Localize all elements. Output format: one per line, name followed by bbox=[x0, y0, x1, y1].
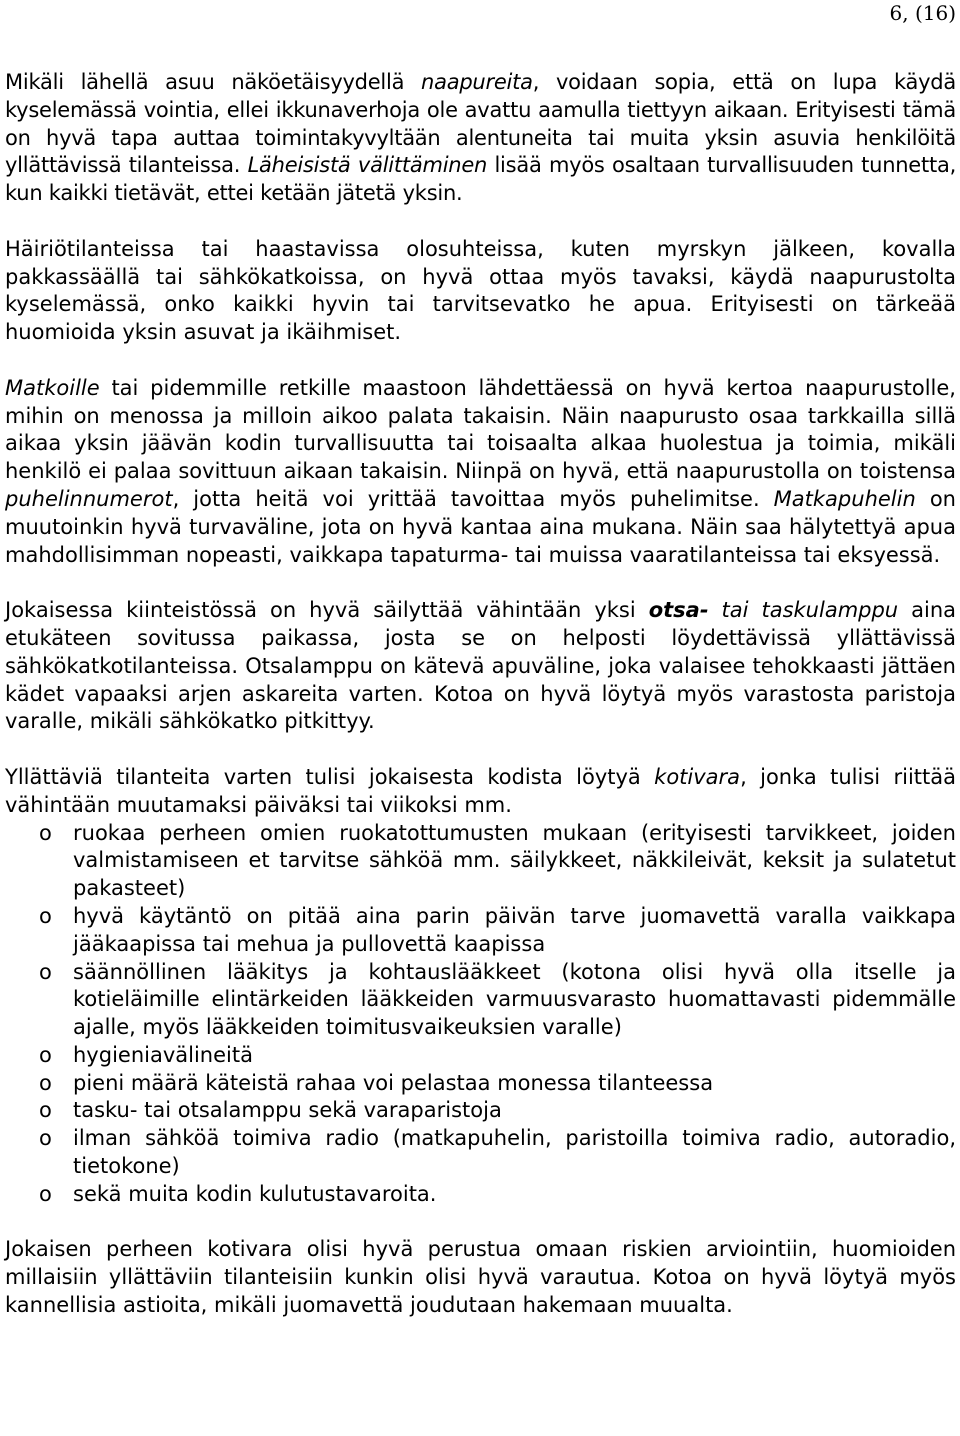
paragraph-disturbances: Häiriötilanteissa tai haastavissa olosuhteissa, kuten myrskyn jälkeen, kovalla pakkassäällä tai sähkökatkoissa, on hyvä ottaa myös tavaksi, käydä naapurustolta kyselemässä, onko kaikki hyvin tai tarvitsevatko he apua. Erityisesti on tärkeää huomioida yksin asuvat ja ikäihmiset. bbox=[5, 236, 956, 345]
document-body bbox=[5, 69, 956, 1320]
paragraph-trips: Matkoille tai pidemmille retkille maastoon lähdettäessä on hyvä kertoa naapurustolle, mihin on menossa ja milloin aikoo palata takaisin. Näin naapurusto osaa tarkkailla sillä aikaa yksin jäävän kodin turvallisuutta tai toisaalta alkaa huolestua ja toimia, mikäli henkilö ei palaa sovittuun aikaan takaisin. Niinpä on hyvä, että naapurustolla on toistensa puhelinnumerot, jotta heitä voi yrittää tavoittaa myös puhelimitse. Matkapuhelin on muutoinkin hyvä turvaväline, jota on hyvä kantaa aina mukana. Näin saa hälytettyä apua mahdollisimman nopeasti, vaikkapa tapaturma- tai muissa vaaratilanteissa tai eksyessä. bbox=[5, 375, 956, 567]
emphasis-matkoille: Matkoille bbox=[5, 375, 100, 400]
emphasis-taskulamppu: tai taskulamppu bbox=[721, 598, 899, 623]
list-item: o tasku- tai otsalamppu sekä varaparistoja bbox=[5, 1097, 956, 1125]
paragraph-home-supply: Yllättäviä tilanteita varten tulisi jokaisesta kodista löytyä kotivara, jonka tulisi riittää vähintään muutamaksi päiväksi tai viikoksi mm. bbox=[5, 764, 956, 817]
emphasis-matkapuhelin: Matkapuhelin bbox=[773, 486, 916, 511]
home-supply-list bbox=[5, 820, 956, 1209]
bullet-marker: o bbox=[39, 959, 52, 984]
list-item: o hygieniavälineitä bbox=[5, 1042, 956, 1070]
emphasis-kotivara: kotivara bbox=[654, 764, 741, 789]
paragraph-neighbors: Mikäli lähellä asuu näköetäisyydellä naapureita, voidaan sopia, että on lupa käydä kyselemässä vointia, ellei ikkunaverhoja ole avattu aamulla tiettyyn aikaan. Erityisesti tämä on hyvä tapa auttaa toimintakyvyltään alentuneita tai muita yksin asuvia henkilöitä yllättävissä tilanteissa. Läheisistä välittäminen lisää myös osaltaan turvallisuuden tunnetta, kun kaikki tietävät, ettei ketään jätetä yksin. bbox=[5, 70, 956, 206]
list-item: o sekä muita kodin kulutustavaroita. bbox=[5, 1181, 956, 1209]
bullet-marker: o bbox=[39, 1098, 52, 1123]
bullet-marker: o bbox=[39, 1126, 52, 1151]
bullet-marker: o bbox=[39, 1070, 52, 1095]
list-item: o ilman sähköä toimiva radio (matkapuhelin, paristoilla toimiva radio, autoradio, tietokone) bbox=[39, 1126, 956, 1179]
emphasis-otsa: otsa- bbox=[648, 598, 709, 623]
emphasis-naapureita: naapureita bbox=[421, 70, 533, 94]
bullet-marker: o bbox=[39, 903, 52, 928]
list-item: o säännöllinen lääkitys ja kohtauslääkkeet (kotona olisi hyvä olla itselle ja kotieläimille elintärkeiden lääkkeiden varmuusvarasto huomattavasti pidemmälle ajalle, myös lääkkeiden toimitusvaikeuksien varalle) bbox=[39, 959, 956, 1040]
list-item: o pieni määrä käteistä rahaa voi pelastaa monessa tilanteessa bbox=[5, 1070, 956, 1098]
emphasis-laheisista-valittaminen: Läheisistä välittäminen bbox=[247, 153, 488, 178]
bullet-marker: o bbox=[39, 1042, 52, 1067]
bullet-marker: o bbox=[39, 1181, 52, 1206]
list-item: o ruokaa perheen omien ruokatottumusten mukaan (erityisesti tarvikkeet, joiden valmistamiseen et tarvitse sähköä mm. säilykkeet, näkkileivät, keksit ja sulatetut pakasteet) bbox=[39, 820, 956, 901]
page-number: 6, (16) bbox=[889, 1, 956, 25]
paragraph-risk-assessment: Jokaisen perheen kotivara olisi hyvä perustua omaan riskien arviointiin, huomioiden millaisiin yllättäviin tilanteisiin kunkin olisi hyvä varautua. Kotoa on hyvä löytyä myös kannellisia astioita, mikäli juomavettä joudutaan hakemaan muualta. bbox=[5, 1237, 956, 1318]
list-item: o hyvä käytäntö on pitää aina parin päivän tarve juomavettä varalla vaikkapa jääkaapissa tai mehua ja pullovettä kaapissa bbox=[39, 903, 956, 956]
emphasis-puhelinnumerot: puhelinnumerot bbox=[5, 486, 173, 511]
paragraph-lamps: Jokaisessa kiinteistössä on hyvä säilyttää vähintään yksi otsa- tai taskulamppu aina etukäteen sovitussa paikassa, josta se on helposti löydettävissä yllättävissä sähkökatkotilanteissa. Otsalamppu on kätevä apuväline, joka valaisee tehokkaasti jättäen kädet vapaaksi arjen askareita varten. Kotoa on hyvä löytyä myös varastosta paristoja varalle, mikäli sähkökatko pitkittyy. bbox=[5, 598, 956, 734]
bullet-marker: o bbox=[39, 820, 52, 845]
